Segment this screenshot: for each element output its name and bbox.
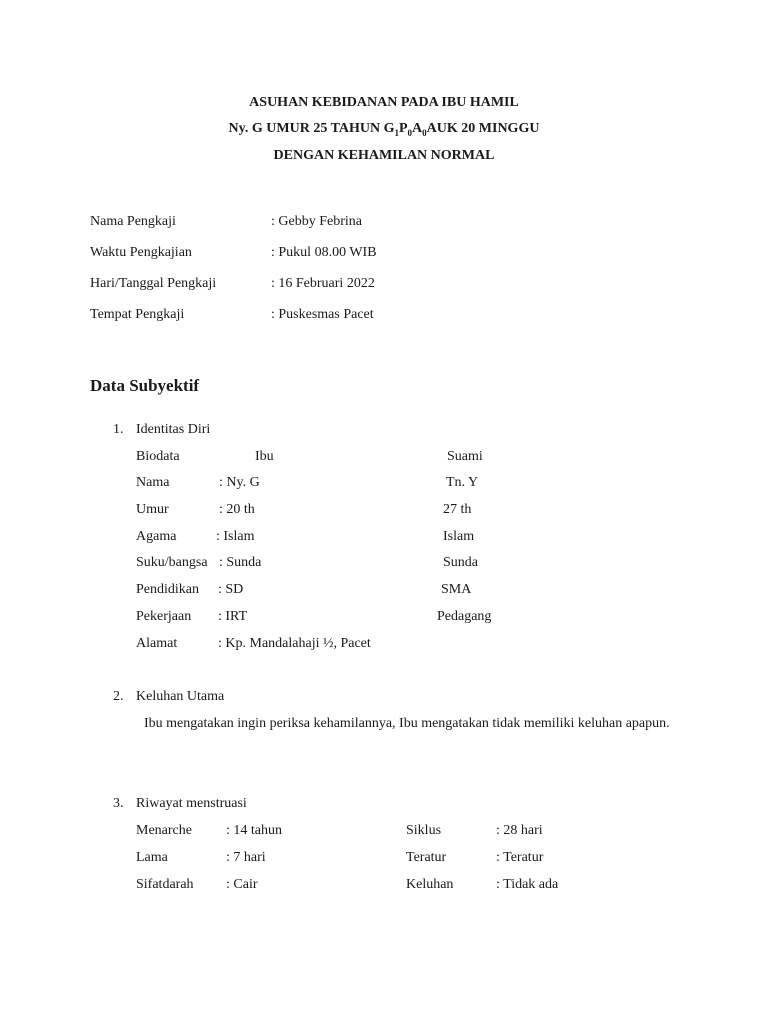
identity-row-label: Umur: [136, 502, 169, 517]
menstruation-value: : 7 hari: [226, 850, 266, 865]
list-number: 3.: [113, 796, 124, 811]
menstruation-value: : Teratur: [496, 850, 544, 865]
assessment-date-value: : 16 Februari 2022: [271, 276, 375, 291]
identity-row-mother: : Sunda: [219, 555, 262, 570]
assessment-time-value: : Pukul 08.00 WIB: [271, 245, 377, 260]
identity-row-mother: : 20 th: [219, 502, 255, 517]
assessor-name-label: Nama Pengkaji: [90, 214, 176, 229]
husband-column-header: Suami: [447, 449, 483, 464]
document-subtitle-2: DENGAN KEHAMILAN NORMAL: [273, 148, 495, 163]
menstruation-label: Menarche: [136, 823, 192, 838]
assessment-date-label: Hari/Tanggal Pengkaji: [90, 276, 217, 291]
complaint-text: Ibu mengatakan ingin periksa kehamilannya, Ibu mengatakan tidak memiliki keluhan apapun.: [144, 716, 670, 731]
identity-heading: Identitas Diri: [136, 422, 211, 437]
menstruation-value: : Tidak ada: [496, 877, 559, 892]
identity-row-label: Alamat: [136, 636, 178, 651]
assessment-place-label: Tempat Pengkaji: [90, 307, 185, 322]
list-number: 1.: [113, 422, 124, 437]
identity-row-mother: : Islam: [216, 529, 255, 544]
identity-row-label: Suku/bangsa: [136, 555, 208, 570]
identity-row-husband: 27 th: [443, 502, 472, 517]
list-number: 2.: [113, 689, 124, 704]
menstruation-heading: Riwayat menstruasi: [136, 796, 247, 811]
identity-row-label: Nama: [136, 475, 170, 490]
menstruation-value: : 14 tahun: [226, 823, 282, 838]
menstruation-value: : 28 hari: [496, 823, 543, 838]
identity-row-label: Agama: [136, 529, 177, 544]
identity-row-husband: Islam: [443, 529, 475, 544]
identity-row-mother: : Ny. G: [219, 475, 260, 490]
assessor-name-value: : Gebby Febrina: [271, 214, 362, 229]
document-title: ASUHAN KEBIDANAN PADA IBU HAMIL: [249, 95, 519, 110]
document-subtitle: Ny. G UMUR 25 TAHUN $G_1P_0A_0AUK$ 20 MINGGU: [228, 121, 540, 138]
identity-row-mother: : Kp. Mandalahaji ½, Pacet: [218, 636, 371, 651]
assessment-time-label: Waktu Pengkajian: [90, 245, 192, 260]
menstruation-label: Keluhan: [406, 877, 454, 892]
mother-column-header: Ibu: [255, 449, 274, 464]
identity-row-label: Pekerjaan: [136, 609, 192, 624]
section-heading-subjective: Data Subyektif: [90, 376, 200, 395]
menstruation-label: Teratur: [406, 850, 447, 865]
identity-row-mother: : IRT: [218, 609, 248, 624]
assessment-place-value: : Puskesmas Pacet: [271, 307, 374, 322]
complaint-heading: Keluhan Utama: [136, 689, 225, 704]
identity-row-husband: SMA: [441, 582, 472, 597]
menstruation-label: Siklus: [406, 823, 442, 838]
menstruation-label: Sifatdarah: [136, 877, 194, 892]
identity-row-husband: Tn. Y: [446, 475, 479, 490]
identity-row-husband: Sunda: [443, 555, 478, 570]
identity-row-husband: Pedagang: [437, 609, 492, 624]
biodata-header: Biodata: [136, 449, 180, 464]
menstruation-label: Lama: [136, 850, 168, 865]
identity-row-mother: : SD: [218, 582, 244, 597]
menstruation-value: : Cair: [226, 877, 258, 892]
identity-row-label: Pendidikan: [136, 582, 199, 597]
